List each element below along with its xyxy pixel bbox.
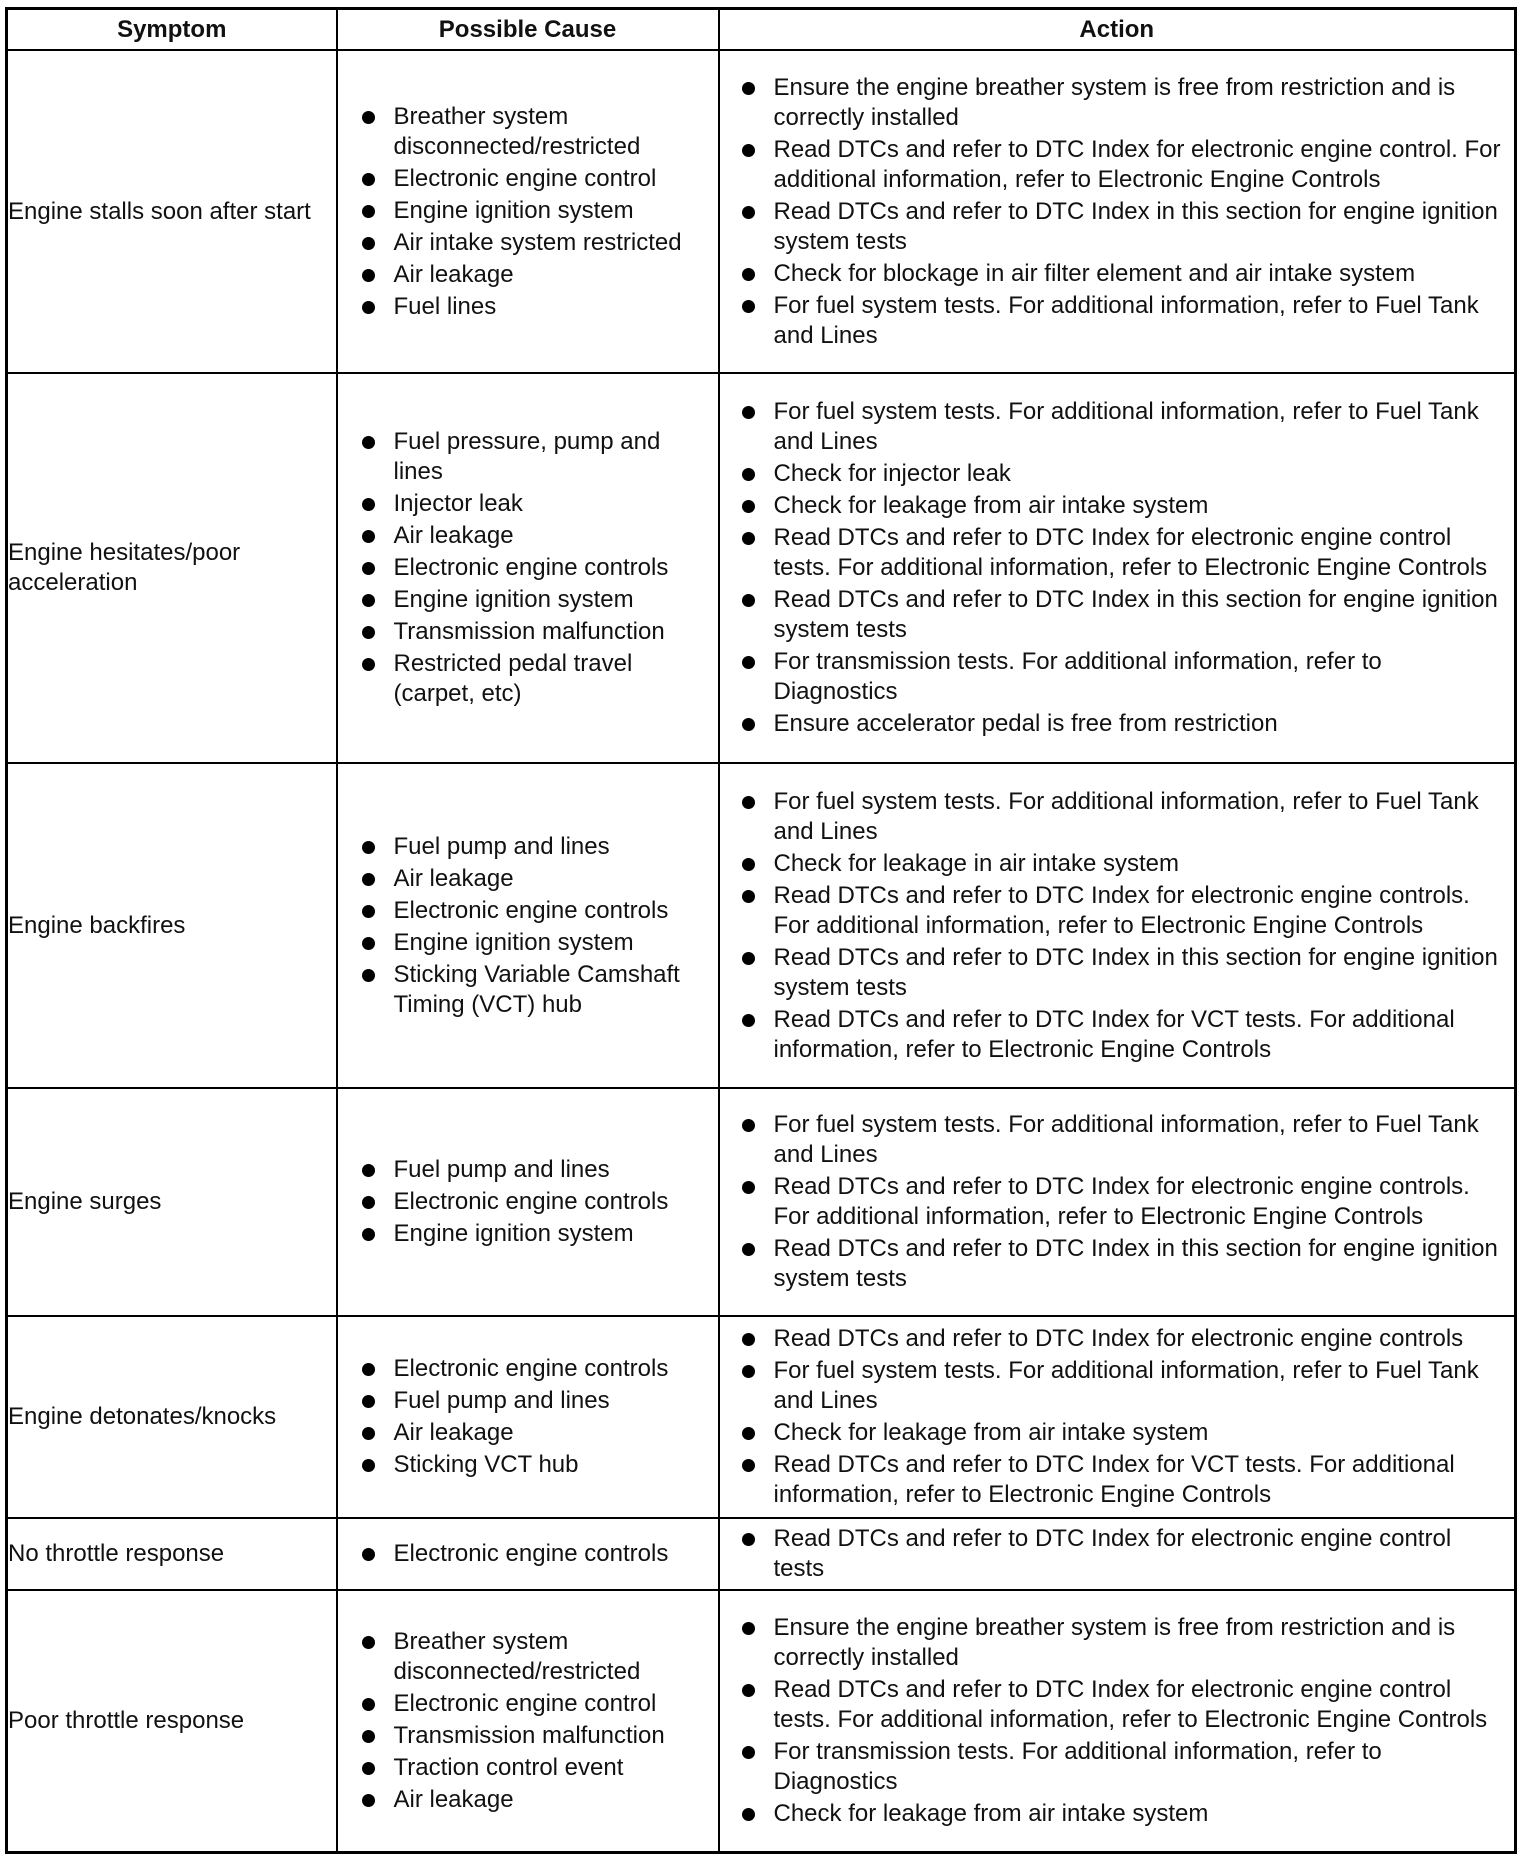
cause-item: Air leakage xyxy=(338,1785,718,1815)
action-item: Check for blockage in air filter element and air intake system xyxy=(720,259,1515,289)
action-item: Read DTCs and refer to DTC Index for electronic engine controls xyxy=(720,1324,1515,1354)
table-row xyxy=(7,50,1516,373)
action-item: For fuel system tests. For additional information, refer to Fuel Tank and Lines xyxy=(720,1110,1515,1170)
cause-item: Sticking VCT hub xyxy=(338,1450,718,1480)
cause-list xyxy=(338,832,718,1020)
header-possible-cause: Possible Cause xyxy=(337,9,719,51)
action-item: Read DTCs and refer to DTC Index for electronic engine control tests xyxy=(720,1524,1515,1584)
cause-item: Traction control event xyxy=(338,1753,718,1783)
action-item: Read DTCs and refer to DTC Index for VCT tests. For additional information, refer to Electronic Engine Controls xyxy=(720,1005,1515,1065)
action-list xyxy=(720,787,1515,1065)
action-item: Read DTCs and refer to DTC Index for electronic engine control. For additional information, refer to Electronic Engine Controls xyxy=(720,135,1515,195)
cause-list xyxy=(338,1155,718,1249)
cause-item: Air leakage xyxy=(338,260,718,290)
table-row xyxy=(7,1518,1516,1590)
cause-item: Fuel lines xyxy=(338,292,718,322)
cause-item: Engine ignition system xyxy=(338,196,718,226)
cause-list xyxy=(338,1354,718,1480)
action-list xyxy=(720,1524,1515,1584)
action-item: Read DTCs and refer to DTC Index in this section for engine ignition system tests xyxy=(720,1234,1515,1294)
cause-item: Sticking Variable Camshaft Timing (VCT) hub xyxy=(338,960,718,1020)
action-item: Ensure accelerator pedal is free from restriction xyxy=(720,709,1515,739)
action-cell xyxy=(719,1316,1516,1518)
symptom-cell: Engine detonates/knocks xyxy=(7,1316,337,1518)
table-row xyxy=(7,1316,1516,1518)
cause-item: Electronic engine control xyxy=(338,164,718,194)
possible-cause-cell xyxy=(337,1518,719,1590)
action-item: Check for leakage from air intake system xyxy=(720,1799,1515,1829)
table-row xyxy=(7,373,1516,763)
action-item: For fuel system tests. For additional information, refer to Fuel Tank and Lines xyxy=(720,397,1515,457)
cause-list xyxy=(338,1539,718,1569)
action-item: Read DTCs and refer to DTC Index for electronic engine controls. For additional information, refer to Electronic Engine Controls xyxy=(720,881,1515,941)
action-item: Check for leakage in air intake system xyxy=(720,849,1515,879)
action-item: Read DTCs and refer to DTC Index in this section for engine ignition system tests xyxy=(720,585,1515,645)
action-cell xyxy=(719,1590,1516,1852)
header-row xyxy=(7,9,1516,51)
action-item: Read DTCs and refer to DTC Index for electronic engine control tests. For additional information, refer to Electronic Engine Controls xyxy=(720,1675,1515,1735)
action-list xyxy=(720,1324,1515,1510)
table-row xyxy=(7,1590,1516,1852)
cause-item: Air leakage xyxy=(338,864,718,894)
action-item: Ensure the engine breather system is free from restriction and is correctly installed xyxy=(720,1613,1515,1673)
action-item: For transmission tests. For additional information, refer to Diagnostics xyxy=(720,1737,1515,1797)
symptom-cell: Poor throttle response xyxy=(7,1590,337,1852)
action-item: Read DTCs and refer to DTC Index in this section for engine ignition system tests xyxy=(720,943,1515,1003)
cause-item: Fuel pump and lines xyxy=(338,1155,718,1185)
action-item: Check for leakage from air intake system xyxy=(720,1418,1515,1448)
possible-cause-cell xyxy=(337,50,719,373)
action-item: Check for leakage from air intake system xyxy=(720,491,1515,521)
table-header xyxy=(7,9,1516,51)
action-cell xyxy=(719,373,1516,763)
action-item: For fuel system tests. For additional information, refer to Fuel Tank and Lines xyxy=(720,291,1515,351)
symptom-cell: Engine backfires xyxy=(7,763,337,1088)
cause-item: Restricted pedal travel (carpet, etc) xyxy=(338,649,718,709)
cause-item: Electronic engine controls xyxy=(338,1187,718,1217)
action-item: For fuel system tests. For additional information, refer to Fuel Tank and Lines xyxy=(720,1356,1515,1416)
cause-item: Air leakage xyxy=(338,521,718,551)
action-list xyxy=(720,1110,1515,1294)
cause-item: Engine ignition system xyxy=(338,585,718,615)
cause-item: Electronic engine controls xyxy=(338,1354,718,1384)
symptom-cell: Engine surges xyxy=(7,1088,337,1316)
cause-item: Breather system disconnected/restricted xyxy=(338,102,718,162)
action-item: Check for injector leak xyxy=(720,459,1515,489)
table-row xyxy=(7,1088,1516,1316)
cause-list xyxy=(338,102,718,322)
header-action: Action xyxy=(719,9,1516,51)
cause-item: Engine ignition system xyxy=(338,928,718,958)
cause-item: Transmission malfunction xyxy=(338,617,718,647)
possible-cause-cell xyxy=(337,763,719,1088)
cause-item: Fuel pump and lines xyxy=(338,832,718,862)
cause-item: Air intake system restricted xyxy=(338,228,718,258)
possible-cause-cell xyxy=(337,1088,719,1316)
symptom-cell: Engine stalls soon after start xyxy=(7,50,337,373)
action-item: Read DTCs and refer to DTC Index in this section for engine ignition system tests xyxy=(720,197,1515,257)
cause-list xyxy=(338,1627,718,1815)
possible-cause-cell xyxy=(337,373,719,763)
action-item: Read DTCs and refer to DTC Index for electronic engine control tests. For additional information, refer to Electronic Engine Controls xyxy=(720,523,1515,583)
symptom-cell: Engine hesitates/poor acceleration xyxy=(7,373,337,763)
action-cell xyxy=(719,50,1516,373)
cause-item: Fuel pressure, pump and lines xyxy=(338,427,718,487)
action-list xyxy=(720,73,1515,351)
action-item: Read DTCs and refer to DTC Index for VCT tests. For additional information, refer to Electronic Engine Controls xyxy=(720,1450,1515,1510)
action-list xyxy=(720,397,1515,739)
action-cell xyxy=(719,1518,1516,1590)
cause-item: Fuel pump and lines xyxy=(338,1386,718,1416)
cause-item: Electronic engine control xyxy=(338,1689,718,1719)
cause-list xyxy=(338,427,718,709)
table-row xyxy=(7,763,1516,1088)
table-body xyxy=(7,50,1516,1852)
cause-item: Electronic engine controls xyxy=(338,1539,718,1569)
cause-item: Injector leak xyxy=(338,489,718,519)
action-item: For transmission tests. For additional information, refer to Diagnostics xyxy=(720,647,1515,707)
cause-item: Electronic engine controls xyxy=(338,896,718,926)
header-symptom: Symptom xyxy=(7,9,337,51)
possible-cause-cell xyxy=(337,1590,719,1852)
action-cell xyxy=(719,763,1516,1088)
possible-cause-cell xyxy=(337,1316,719,1518)
cause-item: Air leakage xyxy=(338,1418,718,1448)
symptom-cell: No throttle response xyxy=(7,1518,337,1590)
action-item: For fuel system tests. For additional information, refer to Fuel Tank and Lines xyxy=(720,787,1515,847)
cause-item: Transmission malfunction xyxy=(338,1721,718,1751)
cause-item: Electronic engine controls xyxy=(338,553,718,583)
action-cell xyxy=(719,1088,1516,1316)
cause-item: Breather system disconnected/restricted xyxy=(338,1627,718,1687)
action-item: Read DTCs and refer to DTC Index for electronic engine controls. For additional information, refer to Electronic Engine Controls xyxy=(720,1172,1515,1232)
cause-item: Engine ignition system xyxy=(338,1219,718,1249)
diagnostic-table xyxy=(5,7,1517,1854)
action-list xyxy=(720,1613,1515,1829)
action-item: Ensure the engine breather system is free from restriction and is correctly installed xyxy=(720,73,1515,133)
